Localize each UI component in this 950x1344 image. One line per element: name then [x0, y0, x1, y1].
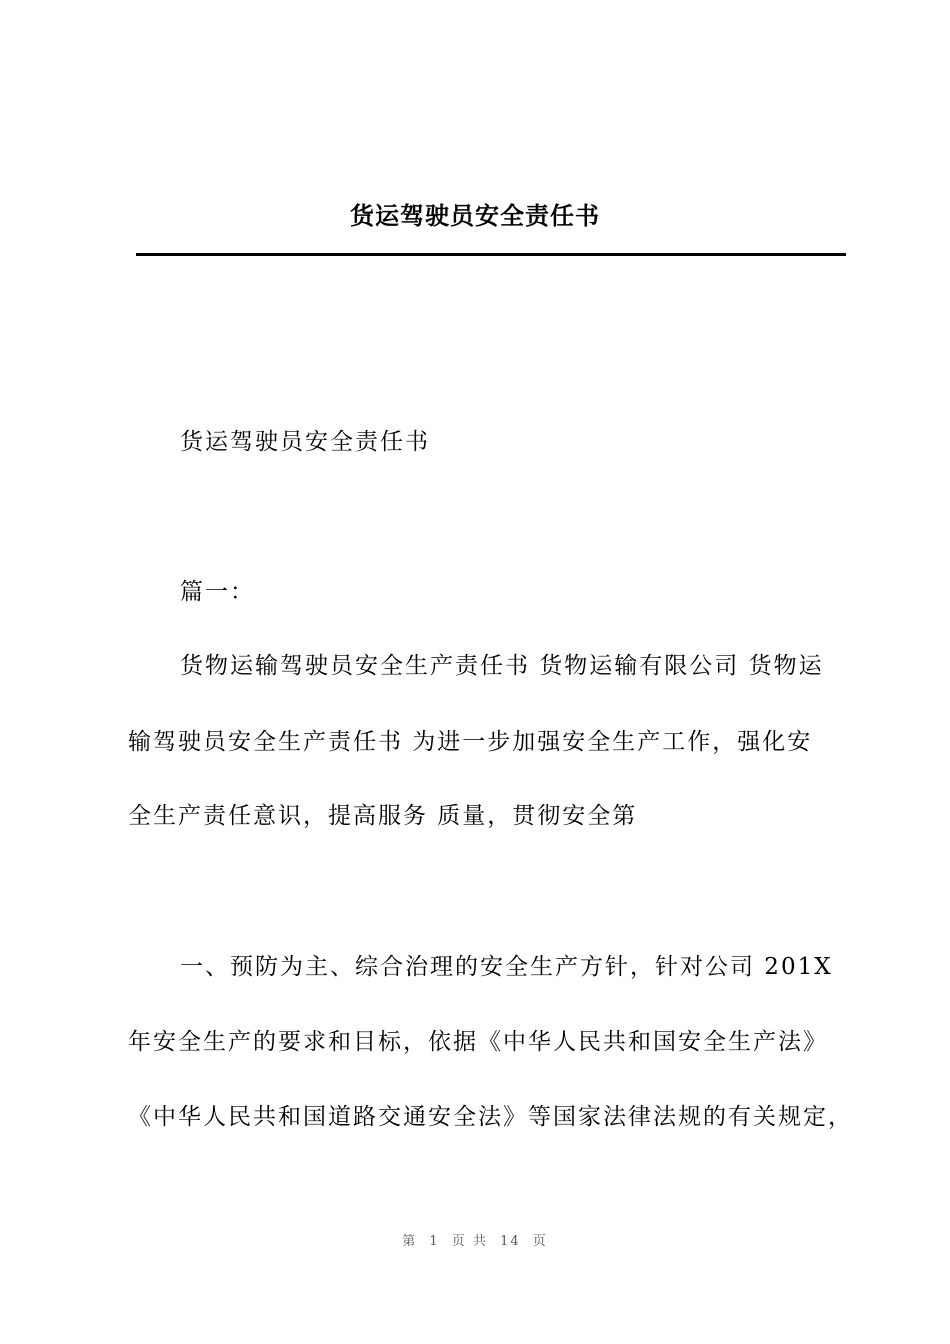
title-underline: [136, 253, 846, 256]
paragraph-line: 年安全生产的要求和目标，依据《中华人民共和国安全生产法》: [128, 1029, 828, 1055]
footer-prefix: 第: [402, 1234, 418, 1249]
paragraph-line: 输驾驶员安全生产责任书 为进一步加强安全生产工作，强化安: [128, 729, 813, 755]
current-page-number: 1: [429, 1234, 440, 1249]
paragraph-line: 全生产责任意识，提高服务 质量，贯彻安全第: [128, 803, 638, 829]
paragraph-line: 货物运输驾驶员安全生产责任书 货物运输有限公司 货物运: [180, 653, 824, 679]
document-title: 货运驾驶员安全责任书: [350, 201, 600, 230]
paragraph-line: 《中华人民共和国道路交通安全法》等国家法律法规的有关规定，: [128, 1104, 853, 1130]
footer-middle: 页 共: [451, 1234, 488, 1249]
total-pages: 14: [500, 1234, 521, 1249]
paragraph-line: 一、预防为主、综合治理的安全生产方针，针对公司 201X: [180, 954, 833, 980]
section-heading: 货运驾驶员安全责任书: [180, 429, 430, 455]
part-label: 篇一：: [180, 579, 255, 605]
footer-suffix: 页: [532, 1234, 548, 1249]
page-footer: [0, 1230, 950, 1249]
